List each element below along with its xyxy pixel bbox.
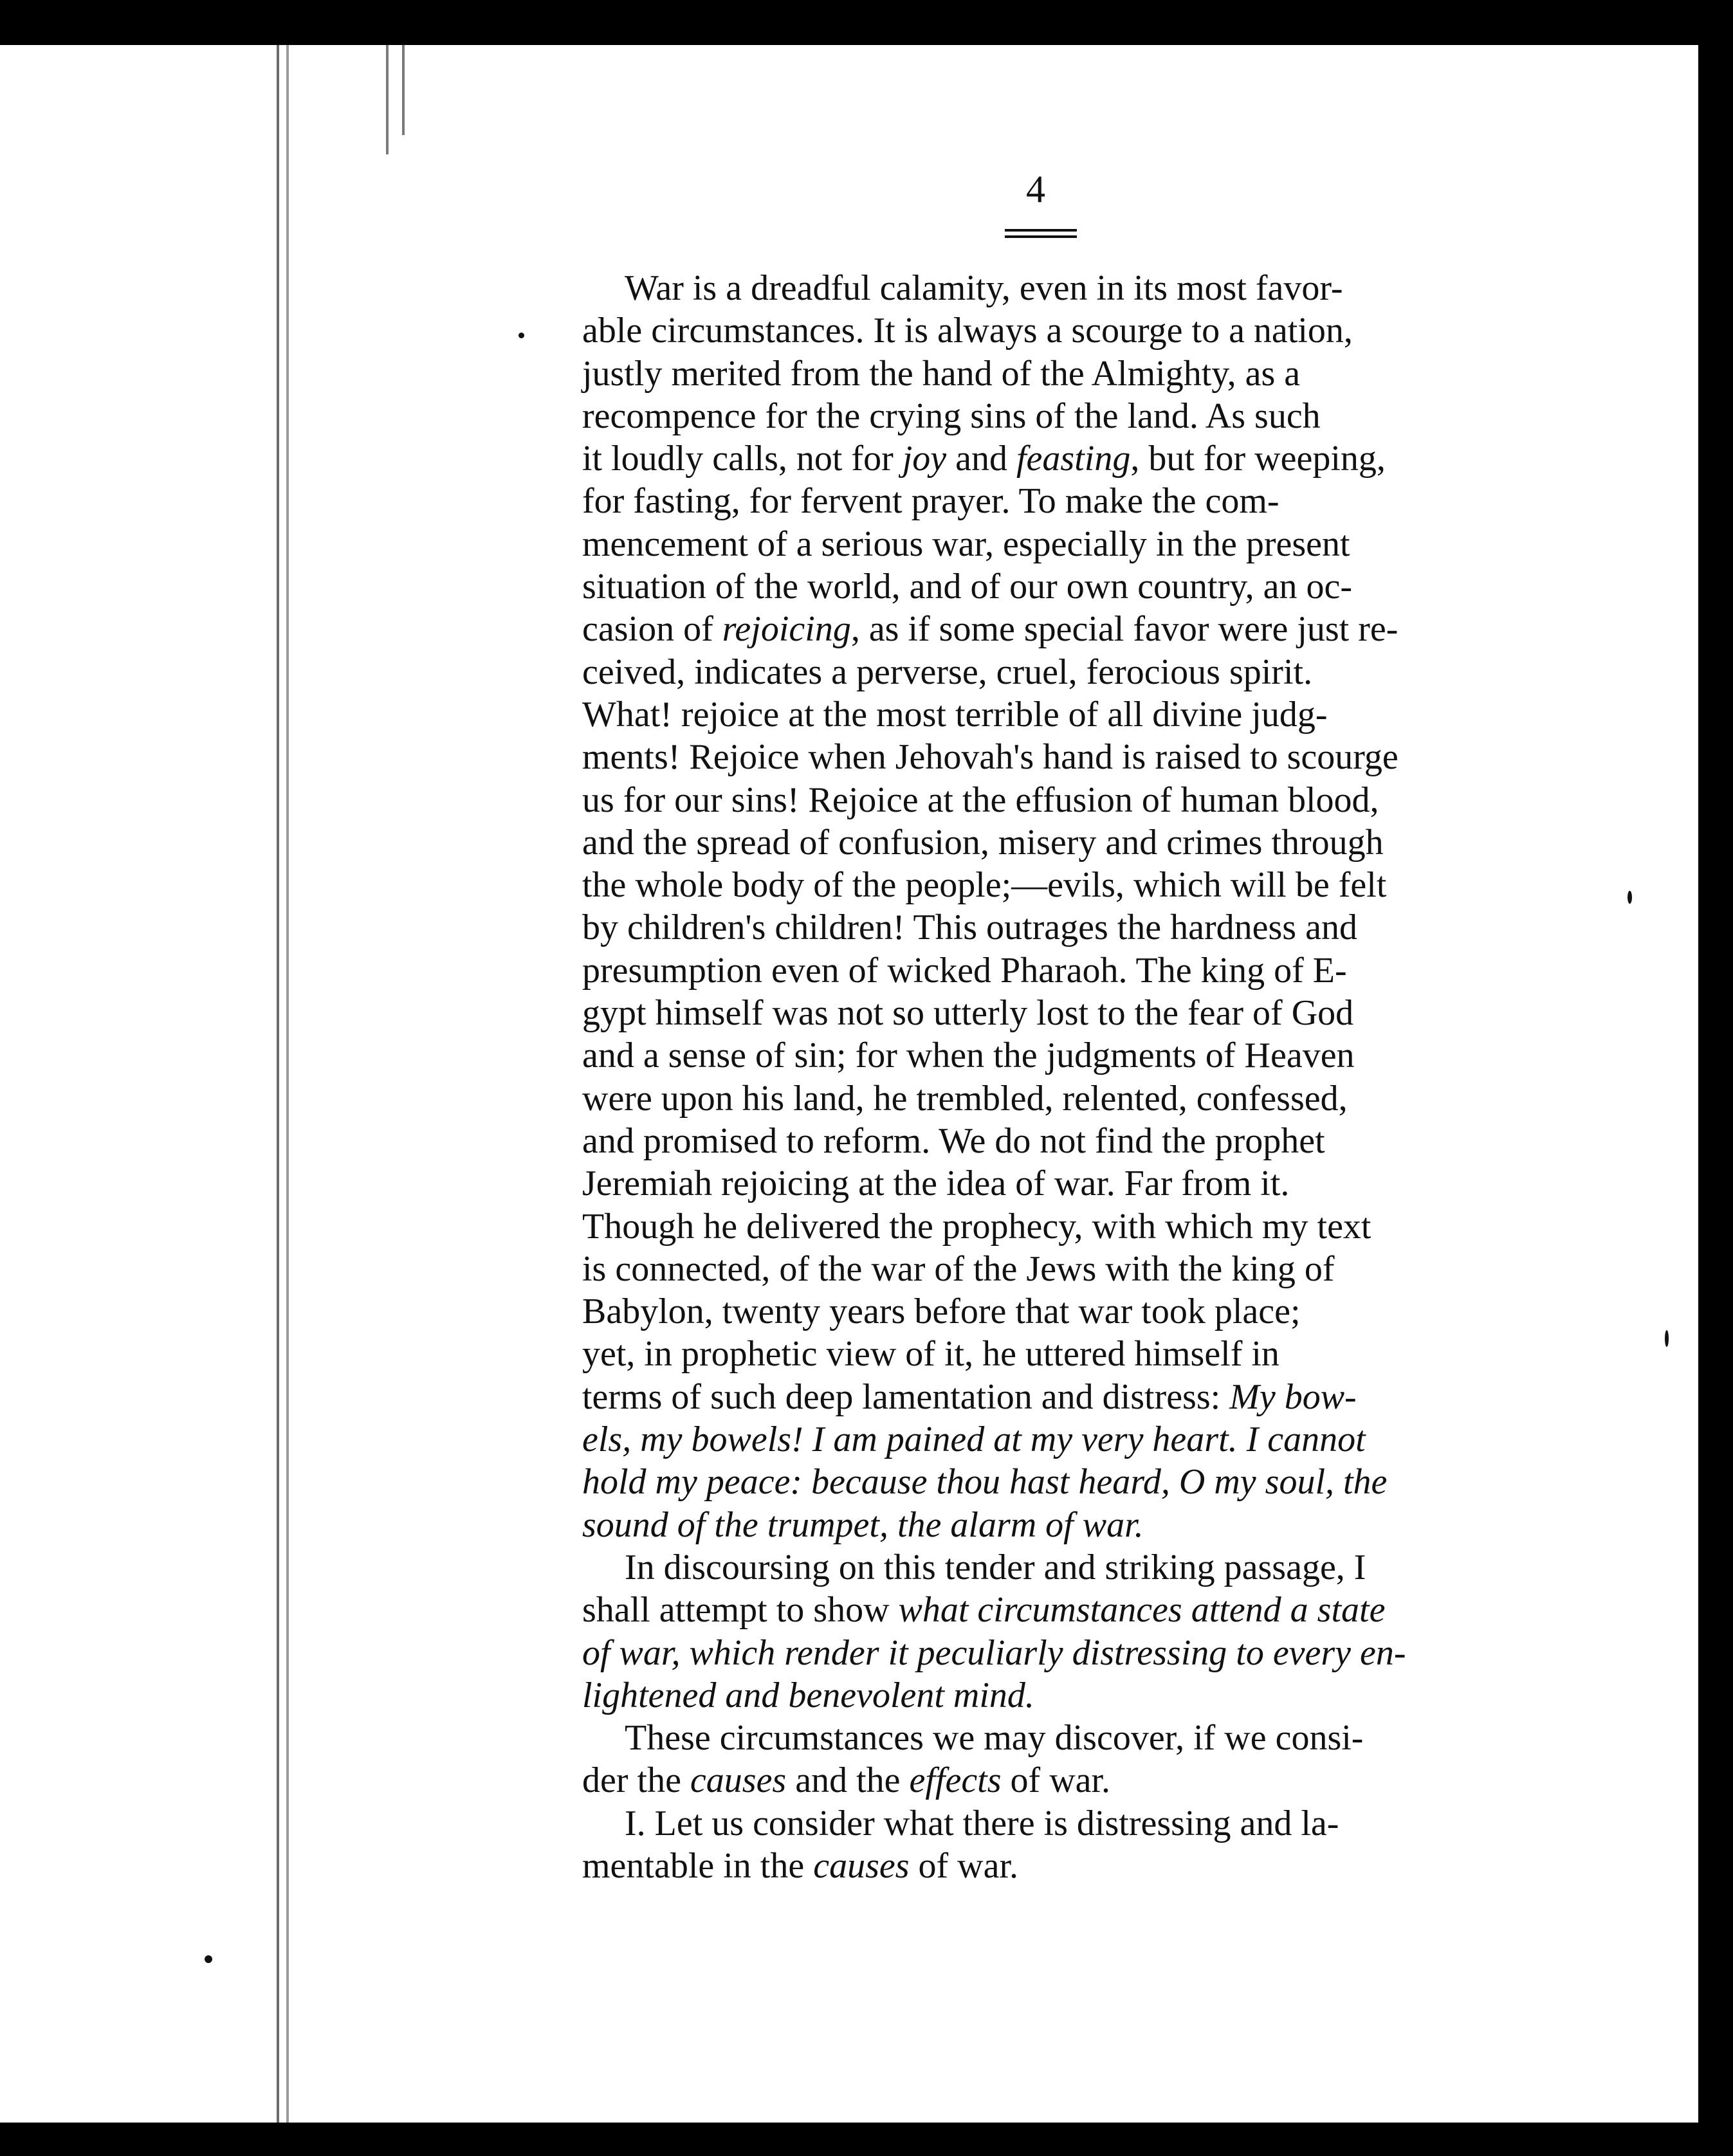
text-run: of war.: [1001, 1760, 1111, 1801]
text-run: and promised to reform. We do not find the prophet: [582, 1120, 1325, 1161]
text-line: [582, 523, 1521, 565]
gutter-line: [286, 45, 289, 2123]
text-line: [582, 309, 1521, 352]
text-run: yet, in prophetic view of it, he uttered himself in: [582, 1334, 1279, 1375]
italic-run: sound of the trumpet, the alarm of war.: [582, 1504, 1144, 1545]
italic-run: what circumstances attend a state: [898, 1590, 1386, 1631]
header-rule: [1005, 229, 1077, 238]
text-line: [582, 1589, 1521, 1631]
text-line: [582, 565, 1521, 608]
text-run: What! rejoice at the most terrible of all divine judg-: [582, 694, 1328, 735]
text-run: the whole body of the people;—evils, which will be felt: [582, 865, 1387, 906]
text-run: recompence for the crying sins of the land. As such: [582, 396, 1321, 436]
italic-run: of war, which render it peculiarly distressing to every en-: [582, 1632, 1406, 1673]
text-line: [582, 1802, 1521, 1845]
text-line: [582, 1120, 1521, 1162]
text-run: and the spread of confusion, misery and crimes through: [582, 822, 1384, 863]
text-line: [582, 906, 1521, 949]
text-line: [582, 864, 1521, 906]
scan-border-top: [0, 0, 1733, 45]
text-line: [582, 1333, 1521, 1375]
text-line: [582, 1674, 1521, 1717]
scan-border-bottom: [0, 2123, 1733, 2156]
text-run: were upon his land, he trembled, relented, confessed,: [582, 1078, 1348, 1119]
text-run: us for our sins! Rejoice at the effusion of human blood,: [582, 780, 1379, 820]
text-run: terms of such deep lamentation and distress:: [582, 1376, 1230, 1417]
ink-speck: [1665, 1330, 1669, 1347]
italic-run: causes: [690, 1760, 787, 1801]
text-line: [582, 1034, 1521, 1077]
text-run: is connected, of the war of the Jews with the king of: [582, 1248, 1335, 1289]
italic-run: els, my bowels! I am pained at my very heart. I cannot: [582, 1420, 1366, 1460]
text-line: [582, 1290, 1521, 1333]
text-line: [582, 608, 1521, 650]
text-run: of war.: [909, 1845, 1019, 1886]
body-text: [582, 267, 1521, 1887]
text-line: [582, 1418, 1521, 1461]
text-run: mencement of a serious war, especially in the present: [582, 524, 1350, 564]
text-line: [582, 1205, 1521, 1248]
italic-run: hold my peace: because thou hast heard, O my soul, the: [582, 1462, 1388, 1503]
text-line: [582, 651, 1521, 693]
text-run: In discoursing on this tender and striking passage, I: [625, 1547, 1366, 1587]
text-line: [582, 1845, 1521, 1887]
text-run: for fasting, for fervent prayer. To make the com-: [582, 481, 1279, 522]
text-line: [582, 1077, 1521, 1120]
text-run: Babylon, twenty years before that war took place;: [582, 1292, 1301, 1332]
text-line: [582, 1461, 1521, 1503]
text-run: and a sense of sin; for when the judgments of Heaven: [582, 1036, 1355, 1076]
text-run: by children's children! This outrages the hardness and: [582, 908, 1357, 948]
text-run: der the: [582, 1760, 690, 1801]
ink-speck: [205, 1955, 212, 1963]
text-run: mentable in the: [582, 1845, 814, 1886]
text-line: [582, 1632, 1521, 1674]
text-line: [582, 395, 1521, 437]
scan-border-right: [1698, 0, 1733, 2156]
italic-run: rejoicing: [722, 609, 851, 650]
text-line: [582, 949, 1521, 992]
text-line: [582, 267, 1521, 309]
text-line: [582, 1376, 1521, 1418]
text-line: [582, 1504, 1521, 1546]
italic-run: feasting: [1016, 439, 1131, 479]
ink-speck: [518, 333, 524, 338]
gutter-line: [277, 45, 279, 2123]
italic-run: My bow-: [1229, 1376, 1357, 1417]
italic-run: causes: [813, 1845, 910, 1886]
text-line: [582, 437, 1521, 480]
text-run: able circumstances. It is always a scourge to a nation,: [582, 311, 1353, 351]
page-edge-mark: [386, 45, 389, 154]
text-line: [582, 992, 1521, 1034]
text-line: [582, 1248, 1521, 1290]
text-line: [582, 779, 1521, 821]
text-line: [582, 1162, 1521, 1205]
text-line: [582, 1717, 1521, 1759]
text-run: justly merited from the hand of the Almighty, as a: [582, 353, 1301, 394]
italic-run: joy: [902, 439, 947, 479]
text-run: gypt himself was not so utterly lost to the fear of God: [582, 993, 1354, 1034]
page-edge-mark: [402, 45, 405, 135]
text-run: Though he delivered the prophecy, with which my text: [582, 1206, 1371, 1247]
text-line: [582, 1546, 1521, 1589]
text-run: situation of the world, and of our own country, an oc-: [582, 567, 1352, 607]
text-run: , as if some special favor were just re-: [850, 609, 1398, 650]
text-run: ceived, indicates a perverse, cruel, ferocious spirit.: [582, 652, 1313, 692]
text-run: presumption even of wicked Pharaoh. The king of E-: [582, 950, 1347, 991]
text-run: and: [946, 439, 1016, 479]
text-line: [582, 480, 1521, 522]
text-line: [582, 821, 1521, 864]
text-line: [582, 1759, 1521, 1802]
ink-speck: [1628, 891, 1632, 904]
text-line: [582, 352, 1521, 395]
italic-run: lightened and benevolent mind.: [582, 1675, 1034, 1715]
text-run: These circumstances we may discover, if we consi-: [625, 1718, 1364, 1759]
text-run: it loudly calls, not for: [582, 439, 903, 479]
text-run: War is a dreadful calamity, even in its most favor-: [625, 268, 1343, 308]
text-run: I. Let us consider what there is distressing and la-: [625, 1803, 1339, 1843]
text-run: Jeremiah rejoicing at the idea of war. Far from it.: [582, 1164, 1290, 1204]
italic-run: effects: [909, 1760, 1002, 1801]
text-line: [582, 736, 1521, 778]
page-number: 4: [1026, 168, 1045, 210]
text-run: ments! Rejoice when Jehovah's hand is raised to scourge: [582, 737, 1398, 778]
text-run: shall attempt to show: [582, 1590, 899, 1631]
text-run: and the: [786, 1760, 910, 1801]
text-line: [582, 693, 1521, 736]
text-run: , but for weeping,: [1130, 439, 1386, 479]
text-run: casion of: [582, 609, 722, 650]
